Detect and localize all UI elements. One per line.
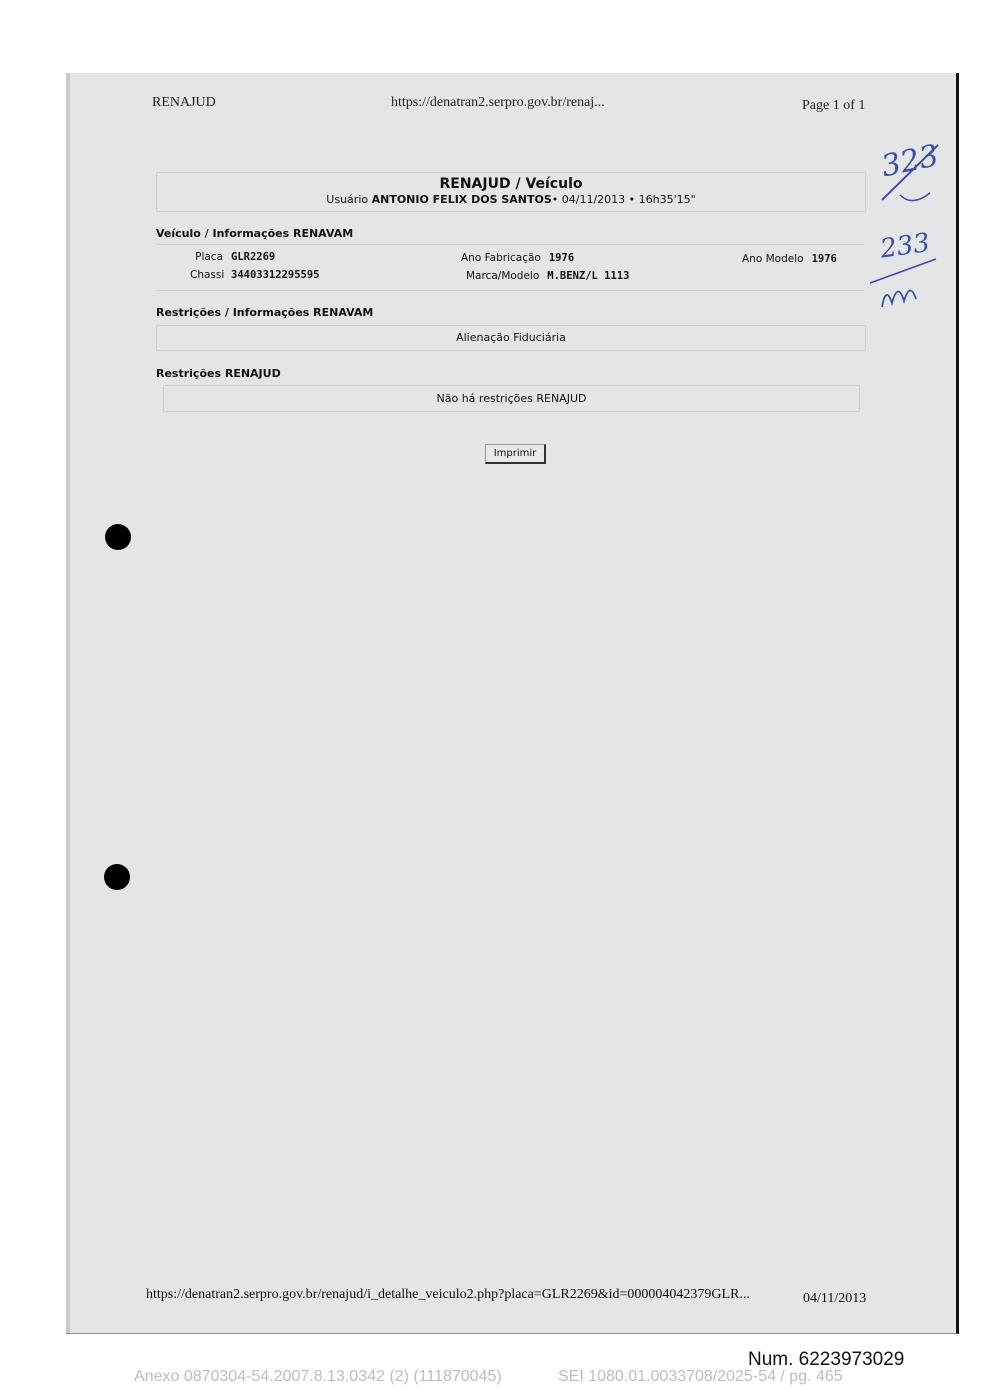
vehicle-info-box: [156, 244, 864, 291]
underline-stroke: [870, 259, 936, 283]
handwritten-number-top: 323: [878, 138, 942, 185]
restricoes-renavam-box: [156, 325, 866, 351]
chassi-label: Chassi: [190, 269, 225, 281]
marca-modelo-label: Marca/Modelo: [466, 270, 540, 282]
print-header-page: Page 1 of 1: [802, 98, 866, 113]
anexo-stamp: Anexo 0870304-54.2007.8.13.0342 (2) (111870045): [134, 1368, 502, 1385]
chassi-value: 34403312295595: [231, 269, 320, 281]
placa-value: GLR2269: [231, 251, 276, 263]
punch-hole-bottom: [104, 864, 130, 890]
ano-modelo-label: Ano Modelo: [742, 253, 804, 265]
page-title: RENAJUD / Veículo: [439, 176, 583, 192]
print-header-url: https://denatran2.serpro.gov.br/renaj...: [391, 95, 605, 110]
ano-modelo-row: [742, 253, 837, 265]
print-header-left: RENAJUD: [152, 95, 216, 110]
vehicle-section-label: Veículo / Informações RENAVAM: [156, 227, 354, 240]
placa-row: [194, 251, 275, 263]
initials-scribble-top: [900, 193, 930, 201]
print-button[interactable]: Imprimir: [485, 444, 546, 464]
title-box: [156, 172, 866, 212]
print-footer-url: https://denatran2.serpro.gov.br/renajud/i_detalhe_veiculo2.php?placa=GLR2269&id=000004042379GLR...: [146, 1287, 750, 1302]
marca-modelo-value: M.BENZ/L 1113: [547, 270, 630, 282]
marca-modelo-row: [466, 270, 629, 282]
restricoes-renajud-value: Não há restrições RENAJUD: [436, 392, 587, 405]
ano-fabricacao-value: 1976: [548, 252, 575, 264]
restricoes-renavam-label: Restrições / Informações RENAVAM: [156, 306, 374, 319]
sei-stamp: SEI 1080.01.0033708/2025-54 / pg. 465: [558, 1368, 843, 1385]
document-number-stamp: Num. 6223973029: [748, 1349, 905, 1370]
ano-modelo-value: 1976: [811, 253, 837, 265]
handwritten-number-bottom: 233: [878, 228, 932, 265]
ano-fabricacao-label: Ano Fabricação: [461, 252, 541, 264]
ano-fabricacao-row: [461, 252, 574, 264]
placa-label: Placa: [195, 251, 223, 263]
punch-hole-top: [105, 524, 131, 550]
restricoes-renavam-value: Alienação Fiduciária: [456, 331, 566, 344]
user-name: ANTONIO FELIX DOS SANTOS: [371, 193, 552, 206]
chassi-row: [190, 269, 320, 281]
user-timestamp: • 04/11/2013 • 16h35'15": [551, 193, 696, 206]
scanned-page: [66, 73, 959, 1334]
user-prefix: Usuário: [326, 193, 369, 206]
restricoes-renajud-label: Restrições RENAJUD: [156, 367, 281, 380]
restricoes-renajud-box: [163, 385, 860, 412]
user-line: [157, 193, 865, 206]
print-footer-date: 04/11/2013: [803, 1291, 867, 1306]
handwritten-page-numbers: [860, 135, 950, 315]
initials-scribble-bottom: [882, 290, 916, 307]
